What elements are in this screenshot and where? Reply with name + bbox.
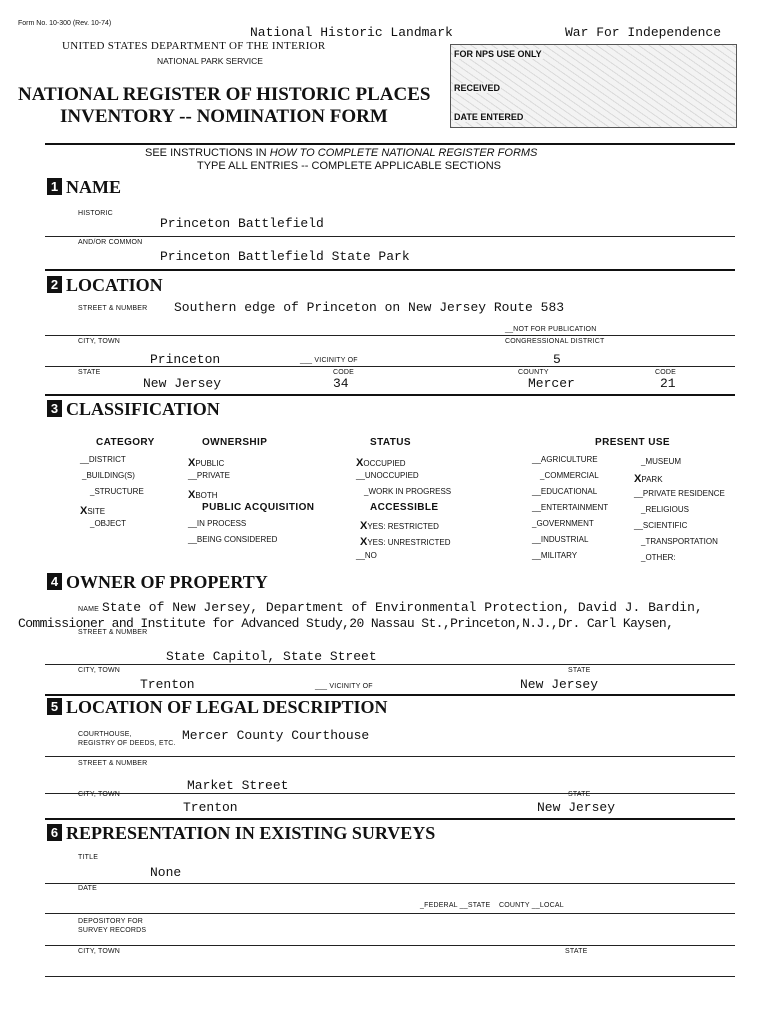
service-label: NATIONAL PARK SERVICE — [157, 56, 263, 66]
legal-city-field[interactable]: Trenton — [183, 800, 238, 815]
section-title: OWNER OF PROPERTY — [66, 572, 268, 592]
depository-label-line2: SURVEY RECORDS — [78, 927, 147, 934]
theme-label: War For Independence — [565, 25, 722, 40]
registry-label: REGISTRY OF DEEDS, ETC. — [78, 740, 176, 747]
section-6-heading — [47, 824, 435, 844]
field-line — [45, 366, 735, 367]
form-number: Form No. 10-300 (Rev. 10-74) — [18, 20, 112, 27]
section-4-heading — [47, 573, 268, 593]
nps-use-box — [450, 44, 737, 128]
check-mark: X — [188, 489, 196, 501]
owner-city-field[interactable]: Trenton — [140, 677, 195, 692]
historic-name-field[interactable]: Princeton Battlefield — [160, 216, 324, 231]
option-label: PUBLIC — [195, 459, 225, 468]
status-header: STATUS — [370, 437, 411, 448]
state-field[interactable]: New Jersey — [143, 376, 222, 391]
section-number: 1 — [47, 178, 62, 195]
acquisition-header: PUBLIC ACQUISITION — [202, 502, 315, 513]
survey-title-label: TITLE — [78, 854, 99, 861]
code2-label: CODE — [655, 369, 677, 376]
owner-state-field[interactable]: New Jersey — [520, 677, 599, 692]
use-military[interactable]: __MILITARY — [532, 551, 578, 560]
check-mark: X — [360, 520, 368, 532]
divider — [45, 394, 735, 396]
courthouse-label: COURTHOUSE, — [78, 731, 132, 738]
field-line — [45, 664, 735, 665]
instructions-sub: TYPE ALL ENTRIES -- COMPLETE APPLICABLE SECTIONS — [197, 160, 502, 172]
county-field[interactable]: Mercer — [528, 376, 575, 391]
received-label: RECEIVED — [454, 83, 501, 93]
legal-city-label: CITY, TOWN — [78, 791, 121, 798]
status-unoccupied[interactable]: __UNOCCUPIED — [356, 471, 419, 480]
common-name-field[interactable]: Princeton Battlefield State Park — [160, 249, 410, 264]
section-number: 2 — [47, 276, 62, 293]
owner-vicinity-label: ___ VICINITY OF — [315, 683, 373, 690]
status-occupied[interactable] — [356, 453, 406, 471]
field-line — [45, 335, 735, 336]
section-title: LOCATION OF LEGAL DESCRIPTION — [66, 697, 388, 717]
option-label: OCCUPIED — [363, 459, 406, 468]
section-title: REPRESENTATION IN EXISTING SURVEYS — [66, 823, 436, 843]
survey-title-field[interactable]: None — [150, 865, 182, 880]
instructions-italic: HOW TO COMPLETE NATIONAL REGISTER FORMS — [269, 147, 538, 159]
form-title-line2: INVENTORY -- NOMINATION FORM — [60, 106, 388, 127]
check-mark: X — [634, 473, 642, 485]
section-3-heading — [47, 400, 220, 420]
county-code-field[interactable]: 21 — [660, 376, 676, 391]
survey-levels[interactable]: _FEDERAL __STATE COUNTY __LOCAL — [420, 902, 564, 909]
state-code-field[interactable]: 34 — [333, 376, 349, 391]
field-line — [45, 883, 735, 884]
status-work-in-progress[interactable]: _WORK IN PROGRESS — [364, 487, 452, 496]
use-scientific[interactable]: __SCIENTIFIC — [634, 521, 688, 530]
ownership-header: OWNERSHIP — [202, 437, 268, 448]
survey-state-label: STATE — [565, 948, 588, 955]
instructions-text: SEE INSTRUCTIONS IN — [145, 147, 267, 159]
owner-city-label: CITY, TOWN — [78, 667, 121, 674]
survey-date-label: DATE — [78, 885, 97, 892]
ownership-both[interactable] — [188, 485, 218, 503]
category-district[interactable]: __DISTRICT — [80, 455, 126, 464]
state-label: STATE — [78, 369, 101, 376]
landmark-label: National Historic Landmark — [250, 25, 453, 40]
option-label: PARK — [641, 475, 663, 484]
section-number: 6 — [47, 824, 62, 841]
vicinity-label: ___ VICINITY OF — [300, 357, 358, 364]
field-line — [45, 236, 735, 237]
city-field[interactable]: Princeton — [150, 352, 221, 367]
present-use-header: PRESENT USE — [595, 437, 670, 448]
check-mark: X — [188, 457, 196, 469]
option-label: YES: UNRESTRICTED — [367, 538, 451, 547]
use-educational[interactable]: __EDUCATIONAL — [532, 487, 598, 496]
accessible-unrestricted[interactable] — [360, 532, 450, 550]
street-label: STREET & NUMBER — [78, 305, 148, 312]
check-mark: X — [80, 505, 88, 517]
field-line — [45, 945, 735, 946]
owner-name-label: NAME — [78, 606, 100, 613]
county-label: COUNTY — [518, 369, 549, 376]
section-1-heading — [47, 178, 121, 198]
use-museum[interactable]: _MUSEUM — [641, 457, 682, 466]
owner-state-label: STATE — [568, 667, 591, 674]
use-commercial[interactable]: _COMMERCIAL — [540, 471, 599, 480]
category-structure[interactable]: _STRUCTURE — [90, 487, 144, 496]
acquisition-in-process[interactable]: __IN PROCESS — [188, 519, 247, 528]
street-field[interactable]: Southern edge of Princeton on New Jersey Route 583 — [174, 300, 565, 315]
section-title: CLASSIFICATION — [66, 399, 220, 419]
legal-street-label: STREET & NUMBER — [78, 760, 148, 767]
owner-street-field[interactable]: State Capitol, State Street — [166, 649, 377, 664]
instructions — [145, 147, 537, 159]
section-title: NAME — [66, 177, 121, 197]
owner-name-field[interactable]: State of New Jersey, Department of Environmental Protection, David J. Bardin, — [102, 600, 703, 615]
ownership-private[interactable]: __PRIVATE — [188, 471, 230, 480]
use-other[interactable]: _OTHER: — [641, 553, 676, 562]
accessible-no[interactable]: __NO — [356, 551, 377, 560]
section-2-heading — [47, 276, 163, 296]
option-label: SITE — [87, 507, 106, 516]
code-label: CODE — [333, 369, 355, 376]
nps-use-label: FOR NPS USE ONLY — [454, 49, 542, 59]
section-number: 5 — [47, 698, 62, 715]
check-mark: X — [356, 457, 364, 469]
depository-label-line1: DEPOSITORY FOR — [78, 918, 144, 925]
use-transportation[interactable]: _TRANSPORTATION — [641, 537, 718, 546]
legal-street-field[interactable]: Market Street — [187, 778, 289, 793]
legal-state-label: STATE — [568, 791, 591, 798]
category-object[interactable]: _OBJECT — [90, 519, 127, 528]
courthouse-field[interactable]: Mercer County Courthouse — [182, 728, 370, 743]
use-entertainment[interactable]: __ENTERTAINMENT — [532, 503, 609, 512]
field-line — [45, 756, 735, 757]
use-park[interactable] — [634, 469, 663, 487]
use-religious[interactable]: _RELIGIOUS — [641, 505, 690, 514]
divider — [45, 269, 735, 271]
section-title: LOCATION — [66, 275, 163, 295]
section-5-heading — [47, 698, 388, 718]
acquisition-considered[interactable]: __BEING CONSIDERED — [188, 535, 278, 544]
option-label: YES: RESTRICTED — [367, 522, 439, 531]
section-number: 3 — [47, 400, 62, 417]
use-private-residence[interactable]: __PRIVATE RESIDENCE — [634, 489, 725, 498]
divider — [45, 694, 735, 696]
congressional-label: CONGRESSIONAL DISTRICT — [505, 338, 605, 345]
historic-label: HISTORIC — [78, 210, 113, 217]
not-for-publication: __NOT FOR PUBLICATION — [505, 326, 597, 333]
date-entered-label: DATE ENTERED — [454, 112, 524, 122]
divider — [45, 818, 735, 820]
field-line — [45, 913, 735, 914]
congressional-field[interactable]: 5 — [553, 352, 561, 367]
use-agriculture[interactable]: __AGRICULTURE — [532, 455, 598, 464]
survey-city-label: CITY, TOWN — [78, 948, 121, 955]
use-government[interactable]: _GOVERNMENT — [532, 519, 594, 528]
common-label: AND/OR COMMON — [78, 239, 143, 246]
owner-name-continued[interactable]: Commissioner and Institute for Advanced Study,20 Nassau St.,Princeton,N.J.,Dr. Carl Kaysen, — [18, 616, 674, 631]
category-site[interactable] — [80, 501, 105, 519]
accessible-header: ACCESSIBLE — [370, 502, 439, 513]
category-header: CATEGORY — [96, 437, 155, 448]
use-industrial[interactable]: __INDUSTRIAL — [532, 535, 589, 544]
option-label: BOTH — [195, 491, 218, 500]
field-line — [45, 976, 735, 977]
owner-street-label: STREET & NUMBER — [78, 629, 148, 636]
divider — [45, 143, 735, 145]
section-number: 4 — [47, 573, 62, 590]
field-line — [45, 793, 735, 794]
check-mark: X — [360, 536, 368, 548]
form-title-line1: NATIONAL REGISTER OF HISTORIC PLACES — [18, 84, 431, 105]
department-label: UNITED STATES DEPARTMENT OF THE INTERIOR — [62, 40, 326, 52]
city-label: CITY, TOWN — [78, 338, 121, 345]
category-buildings[interactable]: _BUILDING(S) — [82, 471, 135, 480]
legal-state-field[interactable]: New Jersey — [537, 800, 616, 815]
ownership-public[interactable] — [188, 453, 224, 471]
